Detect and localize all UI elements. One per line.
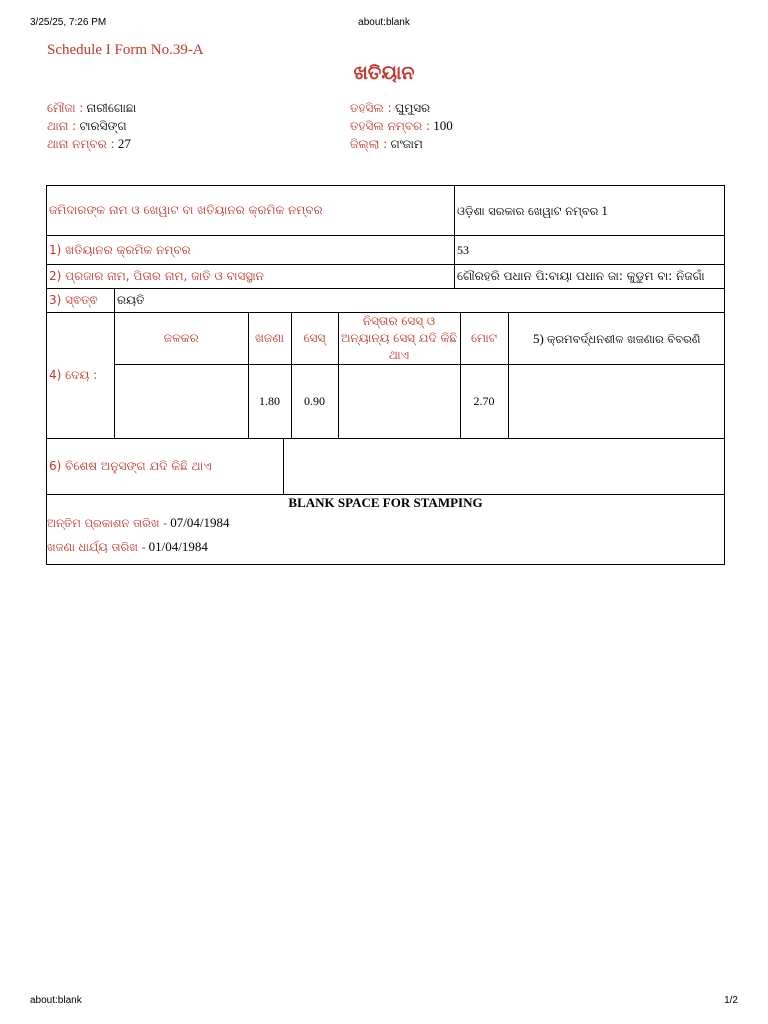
- stamp-cell: [47, 494, 725, 564]
- print-url: about:blank: [358, 17, 410, 28]
- tahasil-no-value: 100: [433, 118, 453, 133]
- dues-value-nistar: [338, 365, 460, 438]
- mouza-label: ମୌଜା :: [47, 101, 84, 115]
- final-pub-date: 07/04/1984: [170, 514, 230, 530]
- dues-value-khajana: 1.80: [248, 365, 291, 438]
- footer-url: about:blank: [30, 995, 82, 1006]
- dues-header-row: [115, 313, 725, 365]
- khatiyan-serial-label: 1) ଖତିୟାନର କ୍ରମିକ ନମ୍ବର: [47, 236, 455, 265]
- owner-value-num: 1: [601, 202, 608, 218]
- special-label-text: 6) ବିଶେଷ ଅନୁସଙ୍ଗ ଯଦି କିଛି ଥାଏ: [49, 458, 212, 473]
- thana-no-value: 27: [117, 136, 131, 151]
- tahasil-no-line: [350, 117, 453, 135]
- page-title: ଖତିୟାନ: [353, 62, 415, 84]
- print-datetime: 3/25/25, 7:26 PM: [30, 17, 107, 28]
- special-value: [284, 438, 725, 494]
- info-left-block: [47, 99, 136, 153]
- rent-fix-label: ଖଜଣା ଧାର୍ଯ୍ୟ ତାରିଖ -: [47, 539, 146, 554]
- dues-header-ses: ସେସ୍: [291, 313, 338, 365]
- tahasil-value: ଘୁମୁସର: [394, 101, 431, 115]
- owner-value-cell: [455, 186, 725, 236]
- page-number: 1/2: [724, 995, 738, 1006]
- right-value: ରୟତି: [115, 289, 725, 313]
- form-number: Schedule I Form No.39-A: [47, 42, 204, 58]
- dues-header-progressive: କ୍ରମବର୍ଦ୍ଧନଶୀଳ ଖଜଣାର ବିବରଣି: [546, 331, 701, 346]
- dues-value-mot: 2.70: [460, 365, 508, 438]
- tahasil-line: [350, 99, 453, 117]
- tenant-row: [47, 265, 725, 289]
- dues-header-mot: ମୋଟ: [460, 313, 508, 365]
- rent-fix-date: 01/04/1984: [148, 538, 208, 554]
- stamp-row: [47, 494, 725, 564]
- district-line: [350, 135, 453, 153]
- tenant-label: 2) ପ୍ରଜାର ନାମ, ପିତାର ନାମ, ଜାତି ଓ ବାସସ୍ଥାନ: [47, 265, 455, 289]
- dues-table: [115, 313, 725, 438]
- right-row: [47, 289, 725, 313]
- dues-value-jalakar: [115, 365, 248, 438]
- tahasil-label: ତହସିଲ :: [350, 101, 392, 115]
- dues-header-nistar: ନିସ୍ତାର ସେସ୍ ଓ ଅନ୍ୟାନ୍ୟ ସେସ୍ ଯଦି କିଛି ଥାଏ: [338, 313, 460, 365]
- tenant-value: ଗୌରହରି ପଧାନ ପି:ବାୟା ପଧାନ ଜା: କୁଡୁମ ବା: ନିଜଗାଁ: [455, 265, 725, 289]
- thana-no-label: ଥାନା ନମ୍ବର :: [47, 137, 115, 151]
- dues-label: 4) ଦେୟ :: [47, 313, 115, 439]
- khatiyan-serial-row: [47, 236, 725, 265]
- mouza-line: [47, 99, 136, 117]
- mouza-value: ନାରୀଗୋଛା: [86, 101, 137, 115]
- info-right-block: [350, 99, 453, 153]
- owner-value-text: ଓଡ଼ିଶା ସରକାର ଖେୱାଟ ନମ୍ବର: [457, 203, 599, 218]
- print-footer: [30, 995, 738, 1009]
- thana-label: ଥାନା :: [47, 119, 77, 133]
- thana-line: [47, 117, 136, 135]
- final-pub-line: [47, 511, 724, 535]
- dues-value-ses: 0.90: [291, 365, 338, 438]
- district-label: ଜିଲ୍ଲା :: [350, 137, 388, 151]
- owner-row: [47, 186, 725, 236]
- dues-header-khajana: ଖଜଣା: [248, 313, 291, 365]
- dues-header-jalakar: ଜଳକର: [115, 313, 248, 365]
- owner-label: ଜମିଦାରଙ୍କ ନାମ ଓ ଖେୱାଟ ବା ଖତିୟାନର କ୍ରମିକ ନମ୍ବର: [47, 186, 455, 236]
- special-label: [47, 438, 284, 494]
- print-header: [30, 17, 738, 31]
- special-row: [47, 438, 725, 494]
- stamp-text: BLANK SPACE FOR STAMPING: [288, 494, 483, 510]
- dues-header-progressive-num: 5): [533, 330, 544, 346]
- dues-value-progressive: [508, 365, 725, 438]
- rent-fix-line: [47, 535, 724, 559]
- tahasil-no-label: ତହସିଲ ନମ୍ବର :: [350, 119, 431, 133]
- khatiyan-table: [46, 185, 725, 565]
- thana-value: ଟାରସିଙ୍ଗ: [79, 119, 127, 133]
- dues-row: [47, 313, 725, 439]
- district-value: ଗଂଜାମ: [390, 137, 423, 151]
- final-pub-label: ଅନ୍ତିମ ପ୍ରକାଶନ ତାରିଖ -: [47, 515, 168, 530]
- dues-value-row: [115, 365, 725, 438]
- khatiyan-serial-value: 53: [455, 236, 725, 265]
- dues-cell: [115, 313, 725, 439]
- thana-no-line: [47, 135, 136, 153]
- dues-header-progressive-cell: [508, 313, 725, 365]
- right-label: 3) ସ୍ଵତ୍ଵ: [47, 289, 115, 313]
